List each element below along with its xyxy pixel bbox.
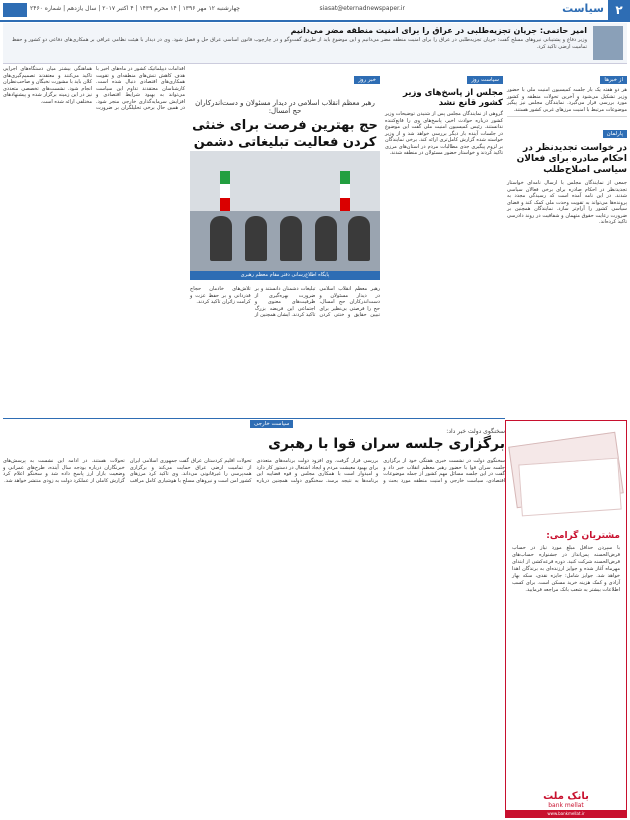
- bank-logo: [512, 791, 620, 809]
- person-figure: [348, 216, 370, 261]
- flag-icon: [340, 171, 350, 211]
- bank-name-en: bank mellat: [548, 802, 584, 809]
- left-column: اقدامات دیپلماتیک کشور در ماه‌های اخیر با هدف کاهش تنش‌های منطقه‌ای و تقویت همکاری‌های اقتصادی دنبال شده است. کارشناسان معتقدند تداوم این سیاست می‌تواند به بهبود شرایط اقتصادی و افزایش سرمایه‌گذاری خارجی منجر شود. در همین حال برخی تحلیلگران بر ضرورت هماهنگی بیشتر میان دستگاه‌های اجرایی تاکید می‌کنند و معتقدند تصمیم‌گیری‌های کلان باید با مشورت نخبگان و صاحب‌نظران انجام شود. نشست‌های تخصصی متعددی نیز در این زمینه برگزار شده و پیشنهادهای مختلفی ارائه شده است.: [3, 66, 185, 111]
- issue-date: چهارشنبه ۱۲ مهر ۱۳۹۶ | ۱۴ محرم ۱۴۳۹ | ۴ اکتبر ۲۰۱۷ | سال یازدهم | شماره ۲۴۶۰: [30, 5, 240, 12]
- page-header: [0, 0, 630, 22]
- ad-title: مشتریان گرامی:: [546, 531, 620, 541]
- photo-caption: پایگاه اطلاع‌رسانی دفتر مقام معظم رهبری: [190, 271, 380, 280]
- banner-photo: [593, 26, 623, 60]
- page-number: ۲: [608, 0, 630, 20]
- ad-body: با سپردن حداقل مبلغ مورد نیاز در حساب قرض‌الحسنه پس‌انداز در جشنواره حساب‌های قرض‌الحسنه شرکت کنید. دوره قرعه‌کشی از ابتدای مهرماه آغاز شده و جوایز ارزنده‌ای به برندگان اهدا خواهد شد. جوایز شامل: جایزه نقدی، سکه بهار آزادی و کمک هزینه خرید مسکن است. برای کسب اطلاعات بیشتر به شعب بانک مراجعه فرمایید.: [512, 545, 620, 593]
- lead-photo: [190, 151, 380, 271]
- short-news: هر دو هفته یک بار جلسه کمیسیون امنیت ملی با حضور وزیر تشکیل می‌شود و آخرین تحولات منطقه و کشور مورد بررسی قرار می‌گیرد. نمایندگان مجلس نیز پیگیر موضوعات مرتبط با امنیت مرزهای غربی کشور هستند.: [507, 87, 627, 113]
- person-figure: [245, 216, 267, 261]
- article-title: در خواست تجدیدنظر در احکام صادره برای فعالان سیاسی اصلاح‌طلب: [516, 143, 627, 175]
- bank-advertisement: [505, 420, 627, 818]
- lead-story: [190, 66, 380, 416]
- ad-footer: www.bankmellat.ir: [506, 810, 626, 817]
- top-news-banner: [3, 23, 627, 64]
- person-figure: [280, 216, 302, 261]
- banner-title: امیر حاتمی: جریان تجزیه‌طلبی در عراق را برای امنیت منطقه مضر می‌دانیم: [290, 26, 587, 35]
- section-title: سیاست: [562, 2, 604, 15]
- section-divider: [3, 418, 505, 419]
- lead-tag: خبر روز: [354, 76, 380, 84]
- article-title: مجلس از پاسخ‌های وزیر کشور قانع نشد: [403, 88, 503, 108]
- photo-background: [190, 151, 380, 211]
- news-tag: از خبرها: [600, 76, 627, 84]
- second-column: [385, 66, 503, 416]
- lead-headline: حج بهترین فرصت برای خنثی کردن فعالیت تبلیغاتی دشمن: [192, 118, 378, 150]
- section-email: siasat@eternadnewspaper.ir: [319, 5, 405, 12]
- person-figure: [315, 216, 337, 261]
- article-body: جمعی از نمایندگان مجلس با ارسال نامه‌ای خواستار تجدیدنظر در احکام صادره برای برخی فعالان سیاسی شدند. در این نامه آمده است که رسیدگی مجدد به پرونده‌ها می‌تواند به تقویت وحدت ملی کمک کند و فضای سیاسی کشور را آرام‌تر سازد. نمایندگان همچنین بر ضرورت رعایت حقوق متهمان و شفافیت در روند دادرسی تاکید کرده‌اند.: [507, 180, 627, 225]
- flag-icon: [220, 171, 230, 211]
- lead-kicker: رهبر معظم انقلاب اسلامی در دیدار مسئولان و دست‌اندرکاران حج امسال:: [195, 99, 375, 115]
- lower-body: سخنگوی دولت در نشست خبری هفتگی خود از برگزاری جلسه سران قوا با حضور رهبر معظم انقلاب خبر داد و گفت در این جلسه مسائل مهم کشور از جمله موضوعات اقتصادی، سیاست خارجی و امنیت منطقه مورد بحث و بررسی قرار گرفت. وی افزود دولت برنامه‌های متعددی برای بهبود معیشت مردم و ایجاد اشتغال در دستور کار دارد و امیدوار است با همکاری مجلس و قوه قضاییه این برنامه‌ها به نتیجه برسد. سخنگوی دولت همچنین درباره تحولات اقلیم کردستان عراق گفت جمهوری اسلامی ایران از تمامیت ارضی عراق حمایت می‌کند و برگزاری همه‌پرسی را غیرقانونی می‌داند. وی تاکید کرد مرزهای کشور امن است و نیروهای مسلح با هوشیاری کامل مراقب تحولات هستند. در ادامه این نشست به پرسش‌های خبرنگاران درباره بودجه سال آینده، طرح‌های عمرانی و وضعیت بازار ارز پاسخ داده شد و سخنگو اعلام کرد گزارش کاملی از عملکرد دولت به زودی منتشر خواهد شد.: [3, 458, 505, 484]
- lower-headline: برگزاری جلسه سران قوا با رهبری: [268, 436, 505, 452]
- bank-name-fa: بانک ملت: [543, 791, 589, 802]
- lead-body: رهبر معظم انقلاب اسلامی در دیدار مسئولان و دست‌اندرکاران حج امسال، حج را فرصتی بی‌نظیر برای تبیین حقایق و خنثی کردن تبلیغات دشمنان دانستند و بر ضرورت بهره‌گیری از ظرفیت‌های معنوی و اجتماعی این فریضه بزرگ تاکید کردند. ایشان همچنین از تلاش‌های خادمان حجاج قدردانی و بر حفظ عزت و کرامت زائران تاکید کردند.: [190, 286, 380, 318]
- divider: [507, 116, 627, 117]
- banner-text: وزیر دفاع و پشتیبانی نیروهای مسلح گفت: جریان تجزیه‌طلبی در عراق را برای امنیت منطقه مضر می‌دانیم و این موضوع باید از طریق گفت‌وگو و در چارچوب قانون اساسی عراق حل و فصل شود. وی در دیدار با هیئت نظامی عراقی بر همکاری‌های دفاعی دو کشور و حفظ تمامیت ارضی تاکید کرد.: [12, 37, 587, 50]
- parliament-tag: پارلمان: [603, 130, 627, 138]
- lower-kicker: سخنگوی دولت خبر داد:: [446, 428, 505, 435]
- person-figure: [210, 216, 232, 261]
- section-tag: سیاست روز: [467, 76, 503, 84]
- envelope-graphic: [518, 458, 621, 517]
- lower-tag: سیاست خارجی: [250, 420, 293, 428]
- newspaper-logo: [3, 3, 27, 17]
- article-body: گروهی از نمایندگان مجلس پس از شنیدن توضیحات وزیر کشور درباره حوادث اخیر، پاسخ‌های وی را قانع‌کننده ندانستند. رئیس کمیسیون امنیت ملی گفت این موضوع در جلسات آینده بار دیگر بررسی خواهد شد و از وزیر خواسته شده گزارش کامل‌تری ارائه کند. برخی نمایندگان بر لزوم پیگیری جدی مطالبات مردم در استان‌های مرزی تاکید کردند و خواستار حضور مسئولان در منطقه شدند.: [385, 111, 503, 156]
